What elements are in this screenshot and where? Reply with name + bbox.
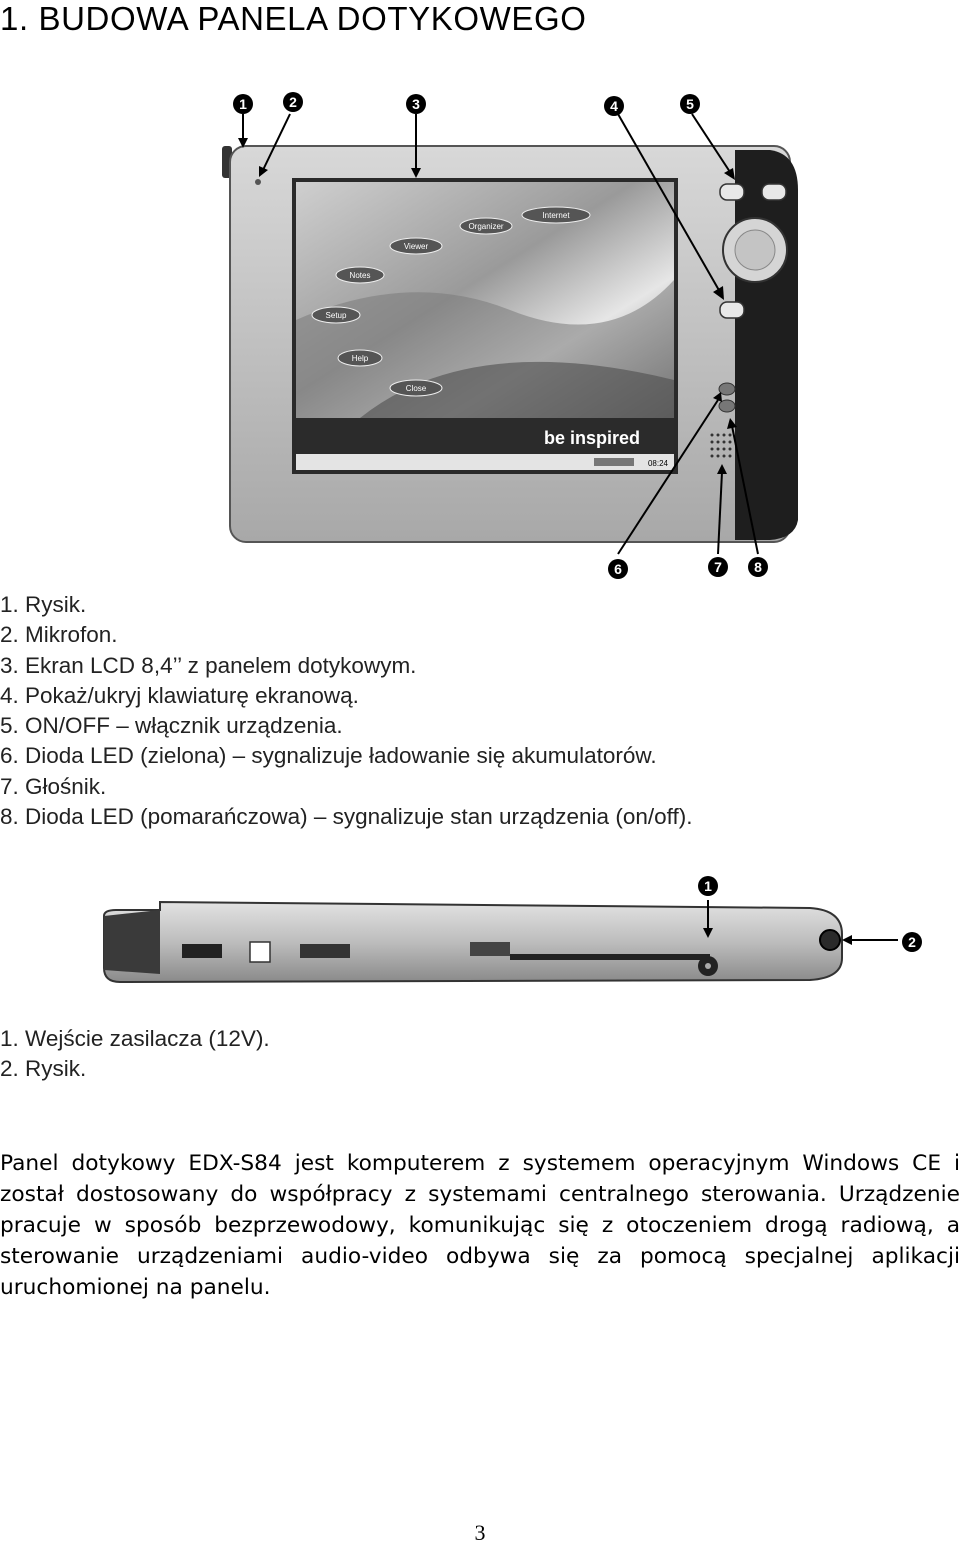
tray-icons (594, 458, 634, 466)
list-item: 1. Wejście zasilacza (12V). (0, 1026, 270, 1051)
led-orange (719, 400, 735, 412)
side-legend-list (0, 1024, 270, 1085)
svg-text:Help: Help (351, 354, 369, 363)
keyboard-toggle-button (720, 184, 744, 200)
svg-text:8: 8 (754, 559, 762, 575)
side-button (720, 302, 744, 318)
svg-text:7: 7 (714, 559, 722, 575)
svg-text:3: 3 (412, 96, 420, 112)
svg-text:4: 4 (610, 98, 618, 114)
screen-button-setup (312, 307, 360, 323)
screen-button-close (390, 380, 442, 396)
banner-text: be inspired (543, 428, 640, 448)
side-grip (104, 910, 160, 974)
marker-3 (406, 94, 426, 114)
marker-8 (748, 557, 768, 577)
screen-button-viewer (390, 238, 442, 254)
switch (470, 942, 510, 956)
side-marker-2 (902, 932, 922, 952)
panel-grip (735, 150, 798, 540)
screen-button-help (338, 350, 382, 366)
card-slot (300, 944, 350, 958)
network-port (182, 944, 222, 958)
marker-1 (233, 94, 253, 114)
power-button (762, 184, 786, 200)
panel-side-figure (90, 862, 950, 992)
screen-button-organizer (460, 218, 512, 234)
list-item: 8. Dioda LED (pomarańczowa) – sygnalizuje stan urządzenia (on/off). (0, 804, 693, 830)
led-green (719, 383, 735, 395)
marker-2 (283, 92, 303, 112)
svg-text:Close: Close (405, 384, 427, 393)
list-item: 4. Pokaż/ukryj klawiaturę ekranową. (0, 682, 359, 708)
svg-text:Viewer: Viewer (403, 242, 429, 251)
description-paragraph: Panel dotykowy EDX-S84 jest komputerem z systemem operacyjnym Windows CE i został dostosowany do współpracy z systemami centralnego sterowania. Urządzenie pracuje w sposób bezprzewodowy, komunikując się z otoczeniem drogą radiową, a sterowanie urządzeniami audio-video odbywa się za pomocą specjalnej aplikacji uruchomionej na panelu. (0, 1151, 960, 1300)
list-item: 3. Ekran LCD 8,4’’ z panelem dotykowym. (0, 652, 417, 678)
page-heading: 1. BUDOWA PANELA DOTYKOWEGO (0, 0, 587, 37)
page-number: 3 (474, 1520, 486, 1545)
svg-text:2: 2 (908, 934, 916, 950)
side-marker-1 (698, 876, 718, 896)
microphone-hole (255, 179, 261, 185)
svg-text:Setup: Setup (325, 311, 347, 320)
stylus-end (820, 930, 840, 950)
list-item: 2. Rysik. (0, 1056, 87, 1082)
usb-port (250, 942, 270, 962)
panel-front-figure (210, 80, 810, 590)
navigation-pad-center (735, 230, 775, 270)
expansion-slot (510, 954, 710, 960)
svg-text:5: 5 (686, 96, 694, 112)
svg-text:2: 2 (289, 94, 297, 110)
svg-text:6: 6 (614, 561, 622, 577)
list-item: 5. ON/OFF – włącznik urządzenia. (0, 713, 343, 739)
marker-7 (708, 557, 728, 577)
list-item: 7. Głośnik. (0, 773, 107, 799)
list-item: 6. Dioda LED (zielona) – sygnalizuje ładowanie się akumulatorów. (0, 743, 657, 769)
taskbar-clock: 08:24 (647, 459, 669, 468)
screen-button-notes (336, 267, 384, 283)
svg-text:1: 1 (239, 96, 247, 112)
marker-5 (680, 94, 700, 114)
svg-text:Notes: Notes (349, 271, 371, 280)
screen-button-internet (522, 207, 590, 223)
list-item: 2. Mikrofon. (0, 622, 118, 648)
svg-text:Internet: Internet (542, 211, 570, 220)
svg-text:1: 1 (704, 878, 712, 894)
svg-text:Organizer: Organizer (468, 222, 504, 231)
list-item: 1. Rysik. (0, 592, 87, 617)
marker-6 (608, 559, 628, 579)
marker-4 (604, 96, 624, 116)
front-legend-list (0, 590, 692, 832)
